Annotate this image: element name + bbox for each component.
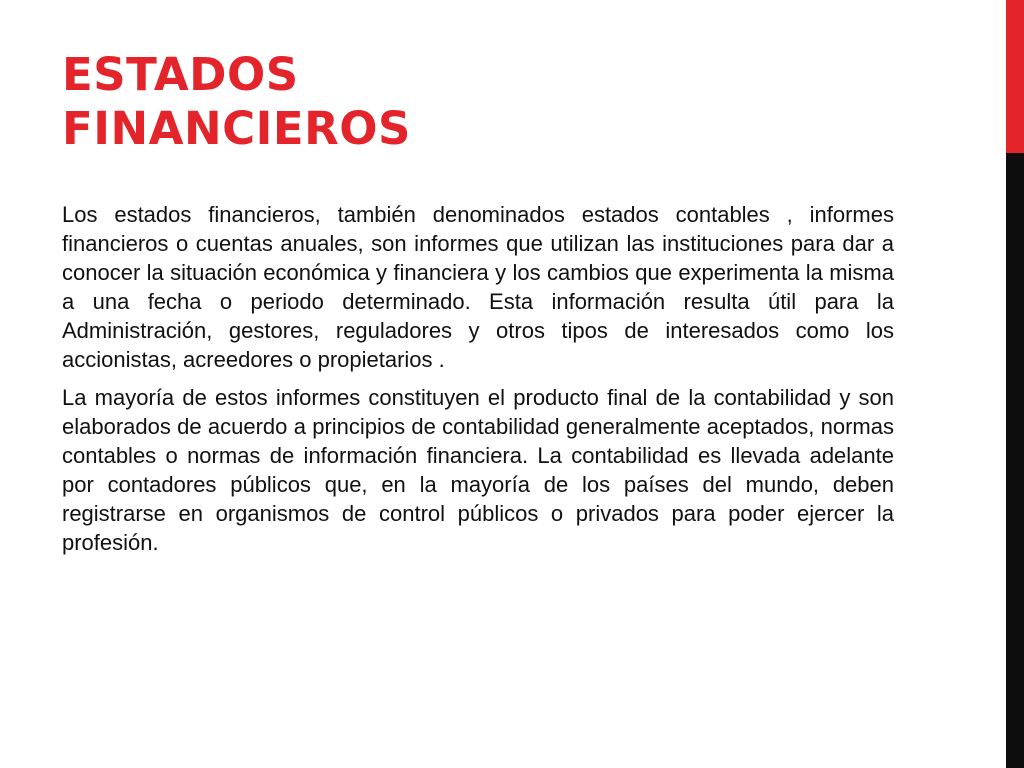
title-line-1: ESTADOS — [62, 48, 299, 101]
slide-body — [62, 200, 894, 566]
paragraph-2: La mayoría de estos informes constituyen el producto final de la contabilidad y son elaborados de acuerdo a principios de contabilidad generalmente aceptados, normas contables o normas de información financiera. La contabilidad es llevada adelante por contadores públicos que, en la mayoría de los países del mundo, deben registrarse en organismos de control públicos o privados para poder ejercer la profesión. — [62, 385, 894, 555]
title-line-2: FINANCIEROS — [62, 102, 411, 155]
accent-bar-black — [1006, 153, 1024, 768]
accent-bar-red — [1006, 0, 1024, 153]
paragraph-1: Los estados financieros, también denominados estados contables , informes financieros o cuentas anuales, son informes que utilizan las instituciones para dar a conocer la situación económica y financiera y los cambios que experimenta la misma a una fecha o periodo determinado. Esta información resulta útil para la Administración, gestores, reguladores y otros tipos de interesados como los accionistas, acreedores o propietarios . — [62, 202, 894, 372]
slide-title — [62, 48, 762, 156]
